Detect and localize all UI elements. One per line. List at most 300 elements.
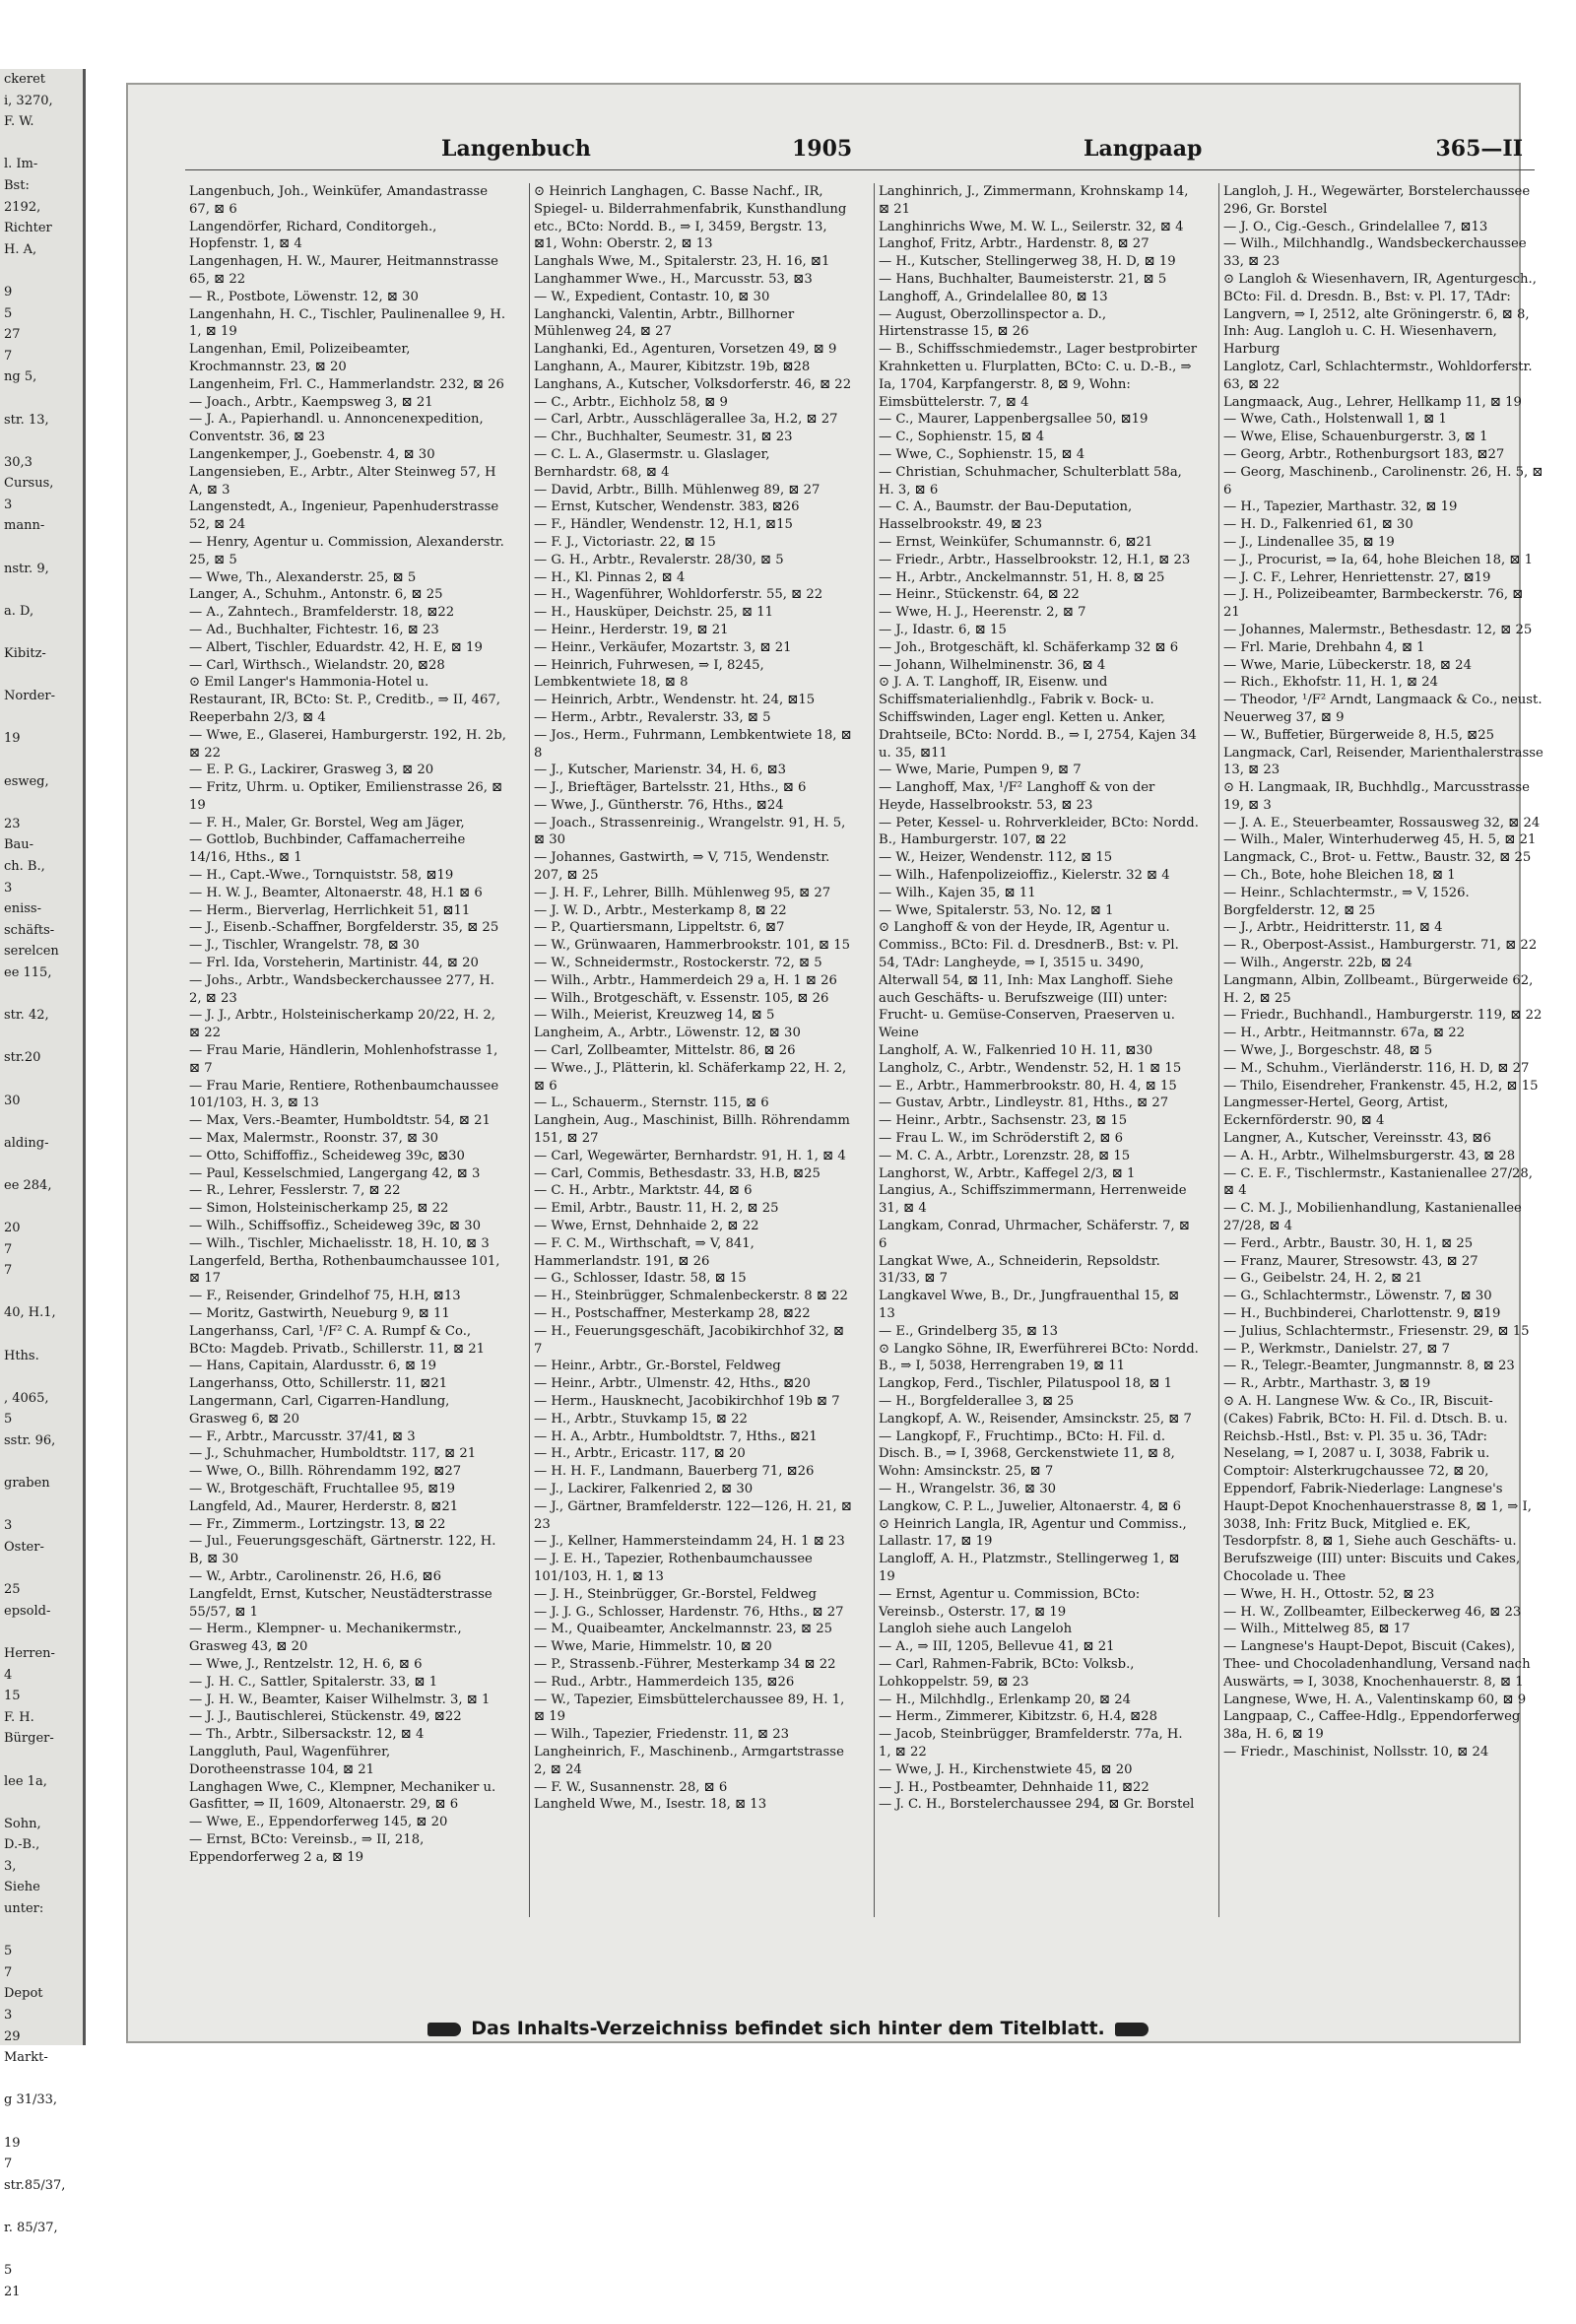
edge-fragment: Cursus,: [4, 476, 54, 492]
edge-fragment: Herren-: [4, 1645, 55, 1661]
column-divider: [529, 183, 530, 1917]
edge-fragment: a. D,: [4, 603, 34, 619]
edge-fragment: 15: [4, 1689, 21, 1704]
edge-fragment: 27: [4, 327, 21, 343]
directory-entry: — J. A. E., Steuerbeamter, Rossausweg 32, ⊠ 24: [1223, 815, 1541, 830]
edge-fragment: [0, 707, 83, 729]
directory-entry: Langkat Wwe, A., Schneiderin, Repsoldstr. 31/33, ⊠ 7: [879, 1253, 1160, 1287]
edge-fragment: 9: [4, 284, 13, 299]
directory-entry: Langkopf, A. W., Reisender, Amsinckstr. 25, ⊠ 7: [879, 1411, 1192, 1427]
edge-fragment: [0, 2069, 83, 2091]
directory-entry: — Fr., Zimmerm., Lortzingstr. 13, ⊠ 22: [189, 1516, 446, 1532]
directory-entry: — Heinr., Verkäufer, Mozartstr. 3, ⊠ 21: [534, 639, 792, 655]
directory-entry: — J., Gärtner, Bramfelderstr. 122—126, H. 21, ⊠ 23: [534, 1498, 852, 1532]
directory-entry: Langhals Wwe, M., Spitalerstr. 23, H. 16, ⊠1: [534, 254, 830, 270]
edge-fragment: ng 5,: [4, 369, 37, 385]
directory-entry: — Henry, Agentur u. Commission, Alexanderstr. 25, ⊠ 5: [189, 534, 504, 567]
directory-entry: — M. C. A., Arbtr., Lorenzstr. 28, ⊠ 15: [879, 1148, 1131, 1163]
directory-entry: — J. H. F., Lehrer, Billh. Mühlenweg 95, ⊠ 27: [534, 885, 831, 900]
edge-fragment: lee 1a,: [4, 1773, 47, 1789]
directory-entry: — W., Grünwaaren, Hammerbrookstr. 101, ⊠ 15: [534, 938, 851, 954]
directory-entry: — J. H., Postbeamter, Dehnhaide 11, ⊠22: [879, 1779, 1149, 1795]
directory-entry: — Joach., Arbtr., Kaempsweg 3, ⊠ 21: [189, 394, 433, 410]
directory-entry: — H., Arbtr., Stuvkamp 15, ⊠ 22: [534, 1411, 748, 1427]
directory-entry: Langkow, C. P. L., Juwelier, Altonaerstr. 4, ⊠ 6: [879, 1498, 1182, 1514]
directory-entry: ⊙ Heinrich Langhagen, C. Basse Nachf., IR, Spiegel- u. Bilderrahmenfabrik, Kunsthandlung etc., BCto: Nordd. B., ⇒ I, 3459, Bergstr. 13, ⊠1, Wohn: Oberstr. 2, ⊠ 13: [534, 184, 847, 252]
edge-fragment: 30: [4, 1093, 21, 1108]
directory-entry: — Heinrich, Fuhrwesen, ⇒ I, 8245, Lembkentwiete 18, ⊠ 8: [534, 657, 764, 691]
directory-entry: Langenstedt, A., Ingenieur, Papenhuderstrasse 52, ⊠ 24: [189, 499, 499, 533]
edge-fragment: 7: [4, 348, 13, 364]
edge-fragment: Siehe: [4, 1880, 40, 1895]
directory-entry: — Max, Vers.-Beamter, Humboldtstr. 54, ⊠ 21: [189, 1113, 491, 1129]
edge-fragment: ckeret: [4, 72, 45, 87]
directory-entry: — Carl, Rahmen-Fabrik, BCto: Volksb., Lohkoppelstr. 59, ⊠ 23: [879, 1656, 1135, 1690]
edge-fragment: [0, 579, 83, 601]
directory-entry: Langheinrich, F., Maschinenb., Armgartstrasse 2, ⊠ 24: [534, 1744, 844, 1777]
directory-entry: — Ad., Buchhalter, Fichtestr. 16, ⊠ 23: [189, 622, 439, 637]
edge-fragment: [0, 1559, 83, 1580]
directory-entry: Langlotz, Carl, Schlachtermstr., Wohldorferstr. 63, ⊠ 22: [1223, 359, 1533, 392]
edge-fragment: [0, 984, 83, 1006]
edge-fragment: schäfts-: [4, 922, 55, 938]
edge-fragment: [0, 1154, 83, 1175]
directory-entry: — J., Kellner, Hammersteindamm 24, H. 1 ⊠ 23: [534, 1534, 845, 1550]
directory-entry: — Wwe, J., Güntherstr. 76, Hths., ⊠24: [534, 797, 784, 813]
directory-entry: — C. M. J., Mobilienhandlung, Kastanienallee 27/28, ⊠ 4: [1223, 1201, 1522, 1234]
directory-entry: — H., Arbtr., Anckelmannstr. 51, H. 8, ⊠ 25: [879, 569, 1165, 585]
directory-entry: — H., Buchbinderei, Charlottenstr. 9, ⊠19: [1223, 1306, 1501, 1321]
directory-entry: Langloh, J. H., Wegewärter, Borstelerchaussee 296, Gr. Borstel: [1223, 184, 1531, 217]
directory-entry: — Chr., Buchhalter, Seumestr. 31, ⊠ 23: [534, 430, 793, 445]
directory-entry: — Johannes, Gastwirth, ⇒ V, 715, Wendenstr. 207, ⊠ 25: [534, 850, 830, 884]
edge-fragment: 40, H.1,: [4, 1305, 56, 1321]
directory-entry: — E. P. G., Lackirer, Grasweg 3, ⊠ 20: [189, 763, 434, 778]
directory-entry: Langkam, Conrad, Uhrmacher, Schäferstr. 7, ⊠ 6: [879, 1219, 1190, 1251]
directory-entry: — Wwe, J., Borgeschstr. 48, ⊠ 5: [1223, 1043, 1433, 1059]
directory-entry: ⊙ Langloh & Wiesenhavern, IR, Agenturgesch., BCto: Fil. d. Dresdn. B., Bst: v. Pl. 17, TAdr: Langvern, ⇒ I, 2512, alte Gröningerstr. 6, ⊠ 8, Inh: Aug. Langloh u. C. H. Wiesenhavern, Harburg: [1223, 271, 1537, 358]
directory-entry: — J. A., Papierhandl. u. Annoncenexpedition, Conventstr. 36, ⊠ 23: [189, 412, 484, 445]
previous-page-edge: [0, 69, 86, 2299]
directory-entry: — J. H. W., Beamter, Kaiser Wilhelmstr. 3, ⊠ 1: [189, 1692, 491, 1707]
directory-entry: — F., Arbtr., Marcusstr. 37/41, ⊠ 3: [189, 1428, 416, 1444]
edge-fragment: 7: [4, 1241, 13, 1257]
directory-entry: Langholz, C., Arbtr., Wendenstr. 52, H. 1 ⊠ 15: [879, 1060, 1182, 1076]
directory-entry: Langhorst, W., Arbtr., Kaffegel 2/3, ⊠ 1: [879, 1165, 1136, 1181]
directory-entry: — Th., Arbtr., Silbersackstr. 12, ⊠ 4: [189, 1727, 425, 1743]
edge-fragment: 5: [4, 305, 13, 321]
pointing-hand-icon: [1115, 2023, 1149, 2036]
edge-fragment: [0, 792, 83, 814]
edge-fragment: 7: [4, 2157, 13, 2172]
directory-entry: — Wwe, J., Rentzelstr. 12, H. 6, ⊠ 6: [189, 1656, 423, 1672]
directory-entry: — Wilh., Tischler, Michaelisstr. 18, H. 10, ⊠ 3: [189, 1235, 490, 1251]
directory-entry: Langerfeld, Bertha, Rothenbaumchaussee 101, ⊠ 17: [189, 1253, 500, 1287]
directory-entry: Langhans, A., Kutscher, Volksdorferstr. 46, ⊠ 22: [534, 376, 852, 392]
directory-entry: — Wwe, Marie, Pumpen 9, ⊠ 7: [879, 763, 1082, 778]
directory-entry: Langloff, A. H., Platzmstr., Stellingerweg 1, ⊠ 19: [879, 1552, 1180, 1584]
edge-fragment: [0, 388, 83, 410]
edge-fragment: 19: [4, 2135, 21, 2151]
edge-fragment: [0, 1494, 83, 1516]
edge-fragment: 19: [4, 731, 21, 747]
edge-fragment: [0, 665, 83, 687]
directory-entry: — Fritz, Uhrm. u. Optiker, Emilienstrasse 26, ⊠ 19: [189, 780, 503, 813]
directory-entry: — Heinr., Herderstr. 19, ⊠ 21: [534, 622, 729, 637]
directory-entry: — H., Steinbrügger, Schmalenbeckerstr. 8 ⊠ 22: [534, 1289, 848, 1304]
directory-entry: — F. W., Susannenstr. 28, ⊠ 6: [534, 1779, 728, 1795]
footer-note: [0, 2018, 1576, 2039]
directory-entry: — Herm., Klempner- u. Mechanikermstr., Grasweg 43, ⊠ 20: [189, 1622, 462, 1655]
directory-entry: — Georg, Maschinenb., Carolinenstr. 26, H. 5, ⊠ 6: [1223, 464, 1543, 498]
directory-entry: Langenheim, Frl. C., Hammerlandstr. 232, ⊠ 26: [189, 376, 504, 392]
directory-entry: — J. H. C., Sattler, Spitalerstr. 33, ⊠ 1: [189, 1674, 438, 1690]
column-3: [879, 183, 1199, 1814]
edge-fragment: ee 115,: [4, 964, 52, 980]
directory-entry: — Wwe, Cath., Holstenwall 1, ⊠ 1: [1223, 412, 1447, 428]
directory-entry: Langheld Wwe, M., Isestr. 18, ⊠ 13: [534, 1797, 767, 1813]
directory-entry: — G., Geibelstr. 24, H. 2, ⊠ 21: [1223, 1271, 1423, 1287]
edge-fragment: g 31/33,: [4, 2092, 58, 2108]
directory-entry: — Friedr., Maschinist, Nollsstr. 10, ⊠ 24: [1223, 1744, 1489, 1760]
directory-entry: Langhanki, Ed., Agenturen, Vorsetzen 49, ⊠ 9: [534, 342, 837, 358]
edge-fragment: , 4065,: [4, 1390, 49, 1406]
directory-entry: — Heinr., Schlachtermstr., ⇒ V, 1526. Borgfelderstr. 12, ⊠ 25: [1223, 885, 1470, 918]
edge-fragment: Bst:: [4, 177, 30, 193]
directory-entry: — W., Schneidermstr., Rostockerstr. 72, ⊠ 5: [534, 956, 822, 971]
edge-fragment: str. 42,: [4, 1008, 49, 1024]
directory-entry: — H., Kl. Pinnas 2, ⊠ 4: [534, 569, 686, 585]
directory-entry: — W., Brotgeschäft, Fruchtallee 95, ⊠19: [189, 1481, 455, 1496]
directory-entry: — Wwe, H. H., Ottostr. 52, ⊠ 23: [1223, 1586, 1435, 1602]
directory-entry: Langius, A., Schiffszimmermann, Herrenweide 31, ⊠ 4: [879, 1183, 1187, 1217]
directory-entry: — Peter, Kessel- u. Rohrverkleider, BCto: Nordd. B., Hamburgerstr. 107, ⊠ 22: [879, 815, 1199, 848]
directory-entry: ⊙ J. A. T. Langhoff, IR, Eisenw. und Schiffsmaterialienhdlg., Fabrik v. Bock- u. Schiffswinden, Lager engl. Ketten u. Anker, Drahtseile, BCto: Nordd. B., ⇒ I, 2754, Kajen 34 u. 35, ⊠11: [879, 675, 1197, 761]
edge-fragment: Kibitz-: [4, 646, 46, 662]
directory-entry: Langpaap, C., Caffee-Hdlg., Eppendorferweg 38a, H. 6, ⊠ 19: [1223, 1709, 1521, 1743]
directory-entry: — Joach., Strassenreinig., Wrangelstr. 91, H. 5, ⊠ 30: [534, 815, 846, 848]
directory-entry: — Hans, Buchhalter, Baumeisterstr. 21, ⊠ 5: [879, 271, 1167, 287]
edge-fragment: F. W.: [4, 114, 34, 130]
edge-fragment: 5: [4, 1944, 13, 1959]
directory-entry: — J., Brieftäger, Bartelsstr. 21, Hths., ⊠ 6: [534, 780, 807, 796]
directory-entry: — Otto, Schiffoffiz., Scheideweg 39c, ⊠30: [189, 1148, 465, 1163]
directory-entry: — Albert, Tischler, Eduardstr. 42, H. E, ⊠ 19: [189, 639, 483, 655]
directory-entry: — Simon, Holsteinischerkamp 25, ⊠ 22: [189, 1201, 449, 1217]
header-first-entry: Langenbuch: [441, 136, 591, 162]
directory-entry: — Wwe, Marie, Himmelstr. 10, ⊠ 20: [534, 1639, 772, 1655]
edge-fragment: 3: [4, 497, 13, 512]
directory-entry: — H. W. J., Beamter, Altonaerstr. 48, H.1 ⊠ 6: [189, 885, 483, 900]
directory-entry: ⊙ Langhoff & von der Heyde, IR, Agentur u. Commiss., BCto: Fil. d. DresdnerB., Bst: v. Pl. 54, TAdr: Langheyde, ⇒ I, 3515 u. 3490, Alterwall 54, ⊠ 11, Inh: Max Langhoff. Siehe auch Geschäfts- u. Berufszweige (III) unter: Frucht- u. Gemüse-Conserven, Praeserven u. Weine: [879, 920, 1179, 1041]
edge-fragment: str.20: [4, 1050, 41, 1066]
directory-entry: — H., Arbtr., Heitmannstr. 67a, ⊠ 22: [1223, 1026, 1465, 1041]
directory-entry: — Max, Malermstr., Roonstr. 37, ⊠ 30: [189, 1131, 439, 1147]
directory-entry: — R., Telegr.-Beamter, Jungmannstr. 8, ⊠ 23: [1223, 1359, 1515, 1374]
edge-fragment: mann-: [4, 518, 45, 534]
edge-fragment: sstr. 96,: [4, 1433, 56, 1448]
directory-entry: — B., Schiffsschmiedemstr., Lager bestprobirter Krahnketten u. Flurplatten, BCto: C. u. D.-B., ⇒ Ia, 1704, Karpfangerstr. 8, ⊠ 9, Wohn: Eimsbüttelerstr. 7, ⊠ 4: [879, 342, 1198, 410]
directory-entry: — Georg, Arbtr., Rothenburgsort 183, ⊠27: [1223, 446, 1505, 462]
directory-entry: — Herm., Hausknecht, Jacobikirchhof 19b ⊠ 7: [534, 1393, 840, 1409]
directory-entry: — Frl. Ida, Vorsteherin, Martinistr. 44, ⊠ 20: [189, 956, 479, 971]
edge-fragment: [0, 1324, 83, 1346]
directory-entry: — W., Buffetier, Bürgerweide 8, H.5, ⊠25: [1223, 727, 1494, 743]
directory-entry: — August, Oberzollinspector a. D., Hirtenstrasse 15, ⊠ 26: [879, 306, 1107, 340]
directory-entry: — Ernst, Weinküfer, Schumannstr. 6, ⊠21: [879, 534, 1153, 550]
edge-fragment: [0, 1452, 83, 1474]
directory-entry: — H., Postschaffner, Mesterkamp 28, ⊠22: [534, 1306, 811, 1321]
directory-entry: Langenbuch, Joh., Weinküfer, Amandastrasse 67, ⊠ 6: [189, 184, 489, 217]
directory-entry: — L., Schauerm., Sternstr. 115, ⊠ 6: [534, 1096, 769, 1111]
directory-entry: — Ferd., Arbtr., Baustr. 30, H. 1, ⊠ 25: [1223, 1235, 1474, 1251]
directory-entry: — J. W. D., Arbtr., Mesterkamp 8, ⊠ 22: [534, 902, 787, 918]
directory-entry: — Heinr., Stückenstr. 64, ⊠ 22: [879, 587, 1080, 603]
directory-entry: — Wwe, H. J., Heerenstr. 2, ⊠ 7: [879, 605, 1086, 621]
directory-entry: — Ernst, Kutscher, Wendenstr. 383, ⊠26: [534, 499, 800, 515]
directory-entry: — H., Wrangelstr. 36, ⊠ 30: [879, 1481, 1057, 1496]
directory-entry: — H., Borgfelderallee 3, ⊠ 25: [879, 1393, 1075, 1409]
directory-entry: — Wwe, Elise, Schauenburgerstr. 3, ⊠ 1: [1223, 430, 1488, 445]
edge-fragment: unter:: [4, 1901, 44, 1917]
edge-fragment: [0, 1750, 83, 1771]
directory-entry: — C. A., Baumstr. der Bau-Deputation, Hasselbrookstr. 49, ⊠ 23: [879, 499, 1133, 533]
directory-entry: — Franz, Maurer, Stresowstr. 43, ⊠ 27: [1223, 1253, 1478, 1269]
directory-entry: — Jos., Herm., Fuhrmann, Lembkentwiete 18, ⊠ 8: [534, 727, 852, 761]
directory-entry: Langhancki, Valentin, Arbtr., Billhorner Mühlenweg 24, ⊠ 27: [534, 306, 795, 340]
edge-fragment: H. A,: [4, 241, 37, 257]
directory-entry: — P., Quartiersmann, Lippeltstr. 6, ⊠7: [534, 920, 785, 936]
directory-entry: — Wilh., Kajen 35, ⊠ 11: [879, 885, 1036, 900]
directory-entry: — Langnese's Haupt-Depot, Biscuit (Cakes), Thee- und Chocoladenhandlung, Versand nach Auswärts, ⇒ I, 3038, Knochenhauerstr. 8, ⊠ 1: [1223, 1639, 1531, 1690]
directory-entry: — Jacob, Steinbrügger, Bramfelderstr. 77a, H. 1, ⊠ 22: [879, 1727, 1183, 1760]
edge-fragment: ch. B.,: [4, 858, 45, 874]
directory-entry: — Wilh., Milchhandlg., Wandsbeckerchaussee 33, ⊠ 23: [1223, 236, 1527, 270]
edge-fragment: F. H.: [4, 1709, 34, 1725]
edge-fragment: [0, 2196, 83, 2218]
directory-entry: — E., Grindelberg 35, ⊠ 13: [879, 1323, 1058, 1339]
edge-fragment: nstr. 9,: [4, 561, 49, 576]
directory-entry: Langnese, Wwe, H. A., Valentinskamp 60, ⊠ 9: [1223, 1692, 1527, 1707]
directory-entry: — Emil, Arbtr., Baustr. 11, H. 2, ⊠ 25: [534, 1201, 779, 1217]
directory-entry: — J. C. H., Borstelerchaussee 294, ⊠ Gr. Borstel: [879, 1797, 1195, 1813]
edge-fragment: graben: [4, 1476, 50, 1492]
edge-fragment: r. 85/37,: [4, 2220, 58, 2235]
column-1: [189, 183, 509, 1867]
directory-entry: — H. D., Falkenried 61, ⊠ 30: [1223, 517, 1413, 533]
directory-entry: — J., Idastr. 6, ⊠ 15: [879, 622, 1007, 637]
directory-entry: Langner, A., Kutscher, Vereinsstr. 43, ⊠6: [1223, 1131, 1491, 1147]
directory-entry: — Johannes, Malermstr., Bethesdastr. 12, ⊠ 25: [1223, 622, 1533, 637]
directory-entry: ⊙ Langko Söhne, IR, Ewerführerei BCto: Nordd. B., ⇒ I, 5038, Herrengraben 19, ⊠ 11: [879, 1341, 1199, 1374]
directory-entry: — Heinrich, Arbtr., Wendenstr. ht. 24, ⊠15: [534, 693, 816, 708]
edge-fragment: 3,: [4, 1858, 17, 1874]
directory-entry: Langenhahn, H. C., Tischler, Paulinenallee 9, H. 1, ⊠ 19: [189, 306, 506, 340]
footer-text: Das Inhalts-Verzeichniss befindet sich hinter dem Titelblatt.: [471, 2018, 1105, 2039]
column-4: [1223, 183, 1543, 1761]
directory-entry: — Carl, Arbtr., Ausschlägerallee 3a, H.2, ⊠ 27: [534, 412, 838, 428]
directory-entry: — Wwe, Marie, Lübeckerstr. 18, ⊠ 24: [1223, 657, 1472, 673]
directory-entry: — J. C. F., Lehrer, Henriettenstr. 27, ⊠19: [1223, 569, 1491, 585]
directory-entry: — W., Heizer, Wendenstr. 112, ⊠ 15: [879, 850, 1113, 866]
directory-entry: Langhoff, A., Grindelallee 80, ⊠ 13: [879, 289, 1108, 304]
directory-entry: — Ch., Bote, hohe Bleichen 18, ⊠ 1: [1223, 868, 1456, 884]
directory-entry: Langmack, Carl, Reisender, Marienthalerstrasse 13, ⊠ 23: [1223, 745, 1543, 778]
edge-fragment: Hths.: [4, 1348, 39, 1363]
directory-entry: Langhinrichs Wwe, M. W. L., Seilerstr. 32, ⊠ 4: [879, 219, 1184, 234]
edge-fragment: [0, 1196, 83, 1218]
directory-entry: — G. H., Arbtr., Revalerstr. 28/30, ⊠ 5: [534, 552, 784, 567]
directory-entry: — J. J. G., Schlosser, Hardenstr. 76, Hths., ⊠ 27: [534, 1604, 844, 1620]
directory-entry: — H. A., Arbtr., Humboldtstr. 7, Hths., ⊠21: [534, 1428, 818, 1444]
edge-fragment: [0, 1366, 83, 1388]
edge-fragment: Markt-: [4, 2050, 48, 2066]
directory-entry: — Christian, Schuhmacher, Schulterblatt 58a, H. 3, ⊠ 6: [879, 464, 1182, 498]
edge-fragment: [0, 133, 83, 155]
directory-entry: — W., Expedient, Contastr. 10, ⊠ 30: [534, 289, 770, 304]
directory-entry: — R., Oberpost-Assist., Hamburgerstr. 71, ⊠ 22: [1223, 938, 1538, 954]
directory-entry: — Wilh., Brotgeschäft, v. Essenstr. 105, ⊠ 26: [534, 990, 829, 1006]
directory-entry: — Gottlob, Buchbinder, Caffamacherreihe 14/16, Hths., ⊠ 1: [189, 832, 466, 866]
edge-fragment: [0, 1069, 83, 1091]
edge-fragment: [0, 1622, 83, 1643]
directory-entry: Langkop, Ferd., Tischler, Pilatuspool 18, ⊠ 1: [879, 1376, 1173, 1392]
directory-entry: — Johs., Arbtr., Wandsbeckerchaussee 277, H. 2, ⊠ 23: [189, 972, 494, 1006]
edge-fragment: Richter: [4, 221, 52, 236]
directory-entry: — F. H., Maler, Gr. Borstel, Weg am Jäger,: [189, 815, 465, 830]
edge-fragment: [0, 2111, 83, 2133]
directory-entry: Langhinrich, J., Zimmermann, Krohnskamp 14, ⊠ 21: [879, 184, 1189, 217]
edge-fragment: 3: [4, 1518, 13, 1534]
directory-entry: — Wilh., Schiffsoffiz., Scheideweg 39c, ⊠ 30: [189, 1219, 482, 1234]
directory-entry: — P., Strassenb.-Führer, Mesterkamp 34 ⊠ 22: [534, 1656, 836, 1672]
directory-entry: — H. W., Zollbeamter, Eilbeckerweg 46, ⊠ 23: [1223, 1604, 1522, 1620]
edge-fragment: [0, 1792, 83, 1814]
directory-entry: — A. H., Arbtr., Wilhelmsburgerstr. 43, ⊠ 28: [1223, 1148, 1516, 1163]
directory-entry: ⊙ Emil Langer's Hammonia-Hotel u. Restaurant, IR, BCto: St. P., Creditb., ⇒ II, 467, Reeperbahn 2/3, ⊠ 4: [189, 675, 500, 725]
column-divider: [874, 183, 875, 1917]
directory-entry: — F., Reisender, Grindelhof 75, H.H, ⊠13: [189, 1289, 461, 1304]
directory-entry: — Hans, Capitain, Alardusstr. 6, ⊠ 19: [189, 1359, 436, 1374]
directory-entry: — Wilh., Tapezier, Friedenstr. 11, ⊠ 23: [534, 1727, 790, 1743]
directory-entry: — J., Arbtr., Heidritterstr. 11, ⊠ 4: [1223, 920, 1443, 936]
directory-entry: — F. J., Victoriastr. 22, ⊠ 15: [534, 534, 716, 550]
directory-entry: — P., Werkmstr., Danielstr. 27, ⊠ 7: [1223, 1341, 1451, 1357]
directory-entry: — J. H., Polizeibeamter, Barmbeckerstr. 76, ⊠ 21: [1223, 587, 1524, 621]
directory-entry: Langhann, A., Maurer, Kibitzstr. 19b, ⊠28: [534, 359, 811, 374]
directory-entry: — W., Arbtr., Carolinenstr. 26, H.6, ⊠6: [189, 1568, 441, 1584]
directory-entry: — Frau Marie, Rentiere, Rothenbaumchaussee 101/103, H. 3, ⊠ 13: [189, 1078, 499, 1111]
directory-entry: — G., Schlachtermstr., Löwenstr. 7, ⊠ 30: [1223, 1289, 1492, 1304]
header-last-entry: Langpaap: [1084, 136, 1203, 162]
directory-entry: — Gustav, Arbtr., Lindleystr. 81, Hths., ⊠ 27: [879, 1096, 1169, 1111]
directory-entry: — Wwe, O., Billh. Röhrendamm 192, ⊠27: [189, 1464, 462, 1480]
directory-entry: — C. E. F., Tischlermstr., Kastanienallee 27/28, ⊠ 4: [1223, 1165, 1533, 1199]
directory-entry: — David, Arbtr., Billh. Mühlenweg 89, ⊠ 27: [534, 482, 821, 498]
edge-fragment: ee 284,: [4, 1177, 52, 1193]
directory-entry: — Heinr., Arbtr., Ulmenstr. 42, Hths., ⊠20: [534, 1376, 811, 1392]
directory-entry: — C. L. A., Glasermstr. u. Glaslager, Bernhardstr. 68, ⊠ 4: [534, 446, 770, 480]
directory-entry: — J., Lindenallee 35, ⊠ 19: [1223, 534, 1395, 550]
edge-fragment: 30,3: [4, 454, 33, 470]
directory-entry: — C. H., Arbtr., Marktstr. 44, ⊠ 6: [534, 1183, 753, 1199]
edge-fragment: esweg,: [4, 773, 49, 789]
directory-entry: — J. E. H., Tapezier, Rothenbaumchaussee 101/103, H. 1, ⊠ 13: [534, 1552, 813, 1584]
directory-entry: — J., Schuhmacher, Humboldtstr. 117, ⊠ 21: [189, 1446, 477, 1462]
directory-entry: — Herm., Arbtr., Revalerstr. 33, ⊠ 5: [534, 709, 771, 725]
edge-fragment: 7: [4, 1964, 13, 1980]
directory-entry: Langfeld, Ad., Maurer, Herderstr. 8, ⊠21: [189, 1498, 459, 1514]
directory-entry: — H. H. F., Landmann, Bauerberg 71, ⊠26: [534, 1464, 815, 1480]
directory-entry: — H., Wagenführer, Wohldorferstr. 55, ⊠ 22: [534, 587, 823, 603]
directory-entry: — Theodor, ¹/F² Arndt, Langmaack & Co., neust. Neuerweg 37, ⊠ 9: [1223, 693, 1543, 725]
directory-entry: — H., Kutscher, Stellingerweg 38, H. D, ⊠ 19: [879, 254, 1176, 270]
directory-entry: — Wilh., Mittelweg 85, ⊠ 17: [1223, 1622, 1411, 1637]
directory-entry: Langermann, Carl, Cigarren-Handlung, Grasweg 6, ⊠ 20: [189, 1393, 450, 1427]
edge-fragment: [0, 1111, 83, 1133]
directory-entry: — Carl, Wirthsch., Wielandstr. 20, ⊠28: [189, 657, 445, 673]
edge-fragment: [0, 1027, 83, 1048]
edge-fragment: str. 13,: [4, 412, 49, 428]
directory-entry: ⊙ A. H. Langnese Ww. & Co., IR, Biscuit- (Cakes) Fabrik, BCto: H. Fil. d. Dtsch. B. u. Reichsb.-Hstl., Bst: v. Pl. 35 u. 36, TAdr: Neselang, ⇒ I, 2087 u. I, 3038, Fabrik u. Comptoir: Alsterkrugchaussee 72, ⊠ 20, Eppendorf, Fabrik-Niederlage: Langnese's Haupt-Depot Knochenhauerstrasse 8, ⊠ 1, ⇒ I, 3038, Inh: Fritz Buck, Mitglied e. EK, Tesdorpfstr. 8, ⊠ 1, Siehe auch Geschäfts- u. Berufszweige (III) unter: Biscuits und Cakes, Chocolade u. Thee: [1223, 1393, 1532, 1584]
edge-fragment: epsold-: [4, 1603, 51, 1619]
directory-entry: — J., Eisenb.-Schaffner, Borgfelderstr. 35, ⊠ 25: [189, 920, 499, 936]
directory-entry: — Jul., Feuerungsgeschäft, Gärtnerstr. 122, H. B, ⊠ 30: [189, 1534, 496, 1567]
directory-entry: — Wilh., Maler, Winterhuderweg 45, H. 5, ⊠ 21: [1223, 832, 1537, 848]
page-number: 365—II: [1435, 136, 1523, 162]
edge-fragment: [0, 2239, 83, 2261]
directory-entry: — H., Tapezier, Marthastr. 32, ⊠ 19: [1223, 499, 1458, 515]
directory-entry: — H., Hausküper, Deichstr. 25, ⊠ 11: [534, 605, 774, 621]
directory-entry: Langmesser-Hertel, Georg, Artist, Eckernförderstr. 90, ⊠ 4: [1223, 1096, 1449, 1129]
directory-entry: — R., Arbtr., Marthastr. 3, ⊠ 19: [1223, 1376, 1431, 1392]
edge-fragment: [0, 750, 83, 771]
directory-entry: Langmaack, Aug., Lehrer, Hellkamp 11, ⊠ 19: [1223, 394, 1522, 410]
directory-entry: — Wwe, Ernst, Dehnhaide 2, ⊠ 22: [534, 1219, 759, 1234]
directory-entry: — Frl. Marie, Drehbahn 4, ⊠ 1: [1223, 639, 1425, 655]
edge-fragment: [0, 2302, 83, 2324]
directory-entry: — F. C. M., Wirthschaft, ⇒ V, 841, Hammerlandstr. 191, ⊠ 26: [534, 1235, 755, 1269]
edge-fragment: 25: [4, 1582, 21, 1598]
directory-entry: — Herm., Bierverlag, Herrlichkeit 51, ⊠11: [189, 902, 471, 918]
directory-entry: — H., Feuerungsgeschäft, Jacobikirchhof 32, ⊠ 7: [534, 1323, 845, 1357]
directory-entry: Langkavel Wwe, B., Dr., Jungfrauenthal 15, ⊠ 13: [879, 1289, 1180, 1321]
directory-entry: — Heinr., Arbtr., Gr.-Borstel, Feldweg: [534, 1359, 781, 1374]
directory-entry: — Wwe, E., Glaserei, Hamburgerstr. 192, H. 2b, ⊠ 22: [189, 727, 506, 761]
directory-entry: — M., Quaibeamter, Anckelmannstr. 23, ⊠ 25: [534, 1622, 833, 1637]
directory-entry: — H., Arbtr., Ericastr. 117, ⊠ 20: [534, 1446, 746, 1462]
directory-entry: — J., Procurist, ⇒ Ia, 64, hohe Bleichen 18, ⊠ 1: [1223, 552, 1534, 567]
edge-fragment: [0, 1920, 83, 1942]
edge-fragment: [0, 260, 83, 282]
directory-entry: — J. O., Cig.-Gesch., Grindelallee 7, ⊠13: [1223, 219, 1488, 234]
directory-entry: Langhein, Aug., Maschinist, Billh. Röhrendamm 151, ⊠ 27: [534, 1113, 850, 1147]
directory-entry: Langhammer Wwe., H., Marcusstr. 53, ⊠3: [534, 271, 813, 287]
edge-fragment: l. Im-: [4, 157, 38, 172]
edge-fragment: Sohn,: [4, 1816, 41, 1831]
edge-fragment: Norder-: [4, 689, 56, 704]
edge-fragment: 29: [4, 2028, 21, 2044]
edge-fragment: 23: [4, 816, 21, 831]
page-header: [185, 136, 1535, 170]
edge-fragment: 5: [4, 1412, 13, 1428]
edge-fragment: 4: [4, 1667, 13, 1683]
directory-entry: ⊙ Heinrich Langla, IR, Agentur und Commiss., Lallastr. 17, ⊠ 19: [879, 1516, 1187, 1550]
directory-entry: — Ernst, BCto: Vereinsb., ⇒ II, 218, Eppendorferweg 2 a, ⊠ 19: [189, 1831, 425, 1865]
column-divider: [1218, 183, 1219, 1917]
edge-fragment: 21: [4, 2284, 21, 2299]
directory-entry: — Wwe., J., Plätterin, kl. Schäferkamp 22, H. 2, ⊠ 6: [534, 1060, 847, 1094]
